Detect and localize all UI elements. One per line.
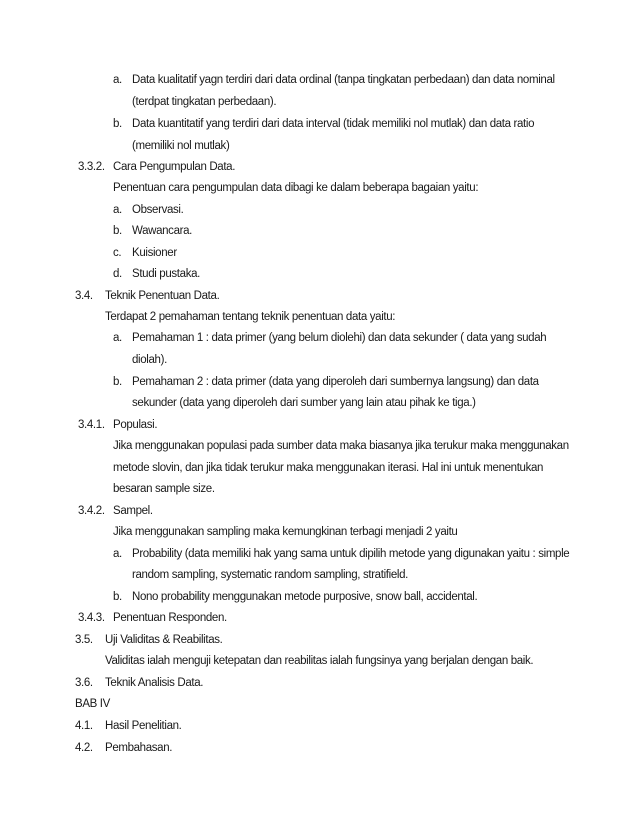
document-line: Nono probability menggunakan metode purposive, snow ball, accidental. — [132, 591, 478, 603]
list-marker: a. — [113, 204, 122, 216]
section-heading: Teknik Analisis Data. — [105, 677, 204, 689]
document-line: diolah). — [132, 354, 167, 366]
section-heading: Teknik Penentuan Data. — [105, 290, 220, 302]
document-line: Data kuantitatif yang terdiri dari data interval (tidak memiliki nol mutlak) dan data ratio — [132, 118, 535, 130]
document-line: (memiliki nol mutlak) — [132, 140, 230, 152]
section-number: 3.6. — [75, 677, 93, 689]
section-heading: Populasi. — [113, 419, 158, 431]
document-line: besaran sample size. — [113, 483, 215, 495]
section-number: 3.5. — [75, 634, 93, 646]
document-line: Jika menggunakan sampling maka kemungkinan terbagi menjadi 2 yaitu — [113, 526, 458, 538]
list-marker: a. — [113, 548, 122, 560]
list-marker: b. — [113, 376, 122, 388]
chapter-heading: BAB IV — [75, 698, 110, 710]
document-line: Observasi. — [132, 204, 184, 216]
document-line: sekunder (data yang diperoleh dari sumber yang lain atau pihak ke tiga.) — [132, 397, 476, 409]
document-line: Penentuan cara pengumpulan data dibagi ke dalam beberapa bagaian yaitu: — [113, 182, 479, 194]
document-line: Jika menggunakan populasi pada sumber data maka biasanya jika terukur maka menggunakan — [113, 440, 569, 452]
document-line: Pemahaman 2 : data primer (data yang diperoleh dari sumbernya langsung) dan data — [132, 376, 539, 388]
document-line: Probability (data memiliki hak yang sama untuk dipilih metode yang digunakan yaitu : simple — [132, 548, 570, 560]
document-line: Kuisioner — [132, 247, 177, 259]
document-line: Pemahaman 1 : data primer (yang belum diolehi) dan data sekunder ( data yang sudah — [132, 332, 547, 344]
list-marker: c. — [113, 247, 122, 259]
document-line: Validitas ialah menguji ketepatan dan reabilitas ialah fungsinya yang berjalan dengan baik. — [105, 655, 534, 667]
list-marker: d. — [113, 268, 122, 280]
section-number: 3.4. — [75, 290, 93, 302]
document-line: random sampling, systematic random sampling, stratifield. — [132, 569, 408, 581]
section-number: 3.3.2. — [78, 161, 105, 173]
section-heading: Sampel. — [113, 505, 153, 517]
section-heading: Uji Validitas & Reabilitas. — [105, 634, 223, 646]
section-number: 3.4.3. — [78, 612, 105, 624]
section-heading: Pembahasan. — [105, 742, 173, 754]
section-heading: Penentuan Responden. — [113, 612, 227, 624]
section-number: 4.2. — [75, 742, 93, 754]
section-heading: Cara Pengumpulan Data. — [113, 161, 236, 173]
list-marker: b. — [113, 118, 122, 130]
document-line: metode slovin, dan jika tidak terukur maka menggunakan iterasi. Hal ini untuk menentukan — [113, 462, 544, 474]
list-marker: b. — [113, 225, 122, 237]
document-line: Data kualitatif yagn terdiri dari data ordinal (tanpa tingkatan perbedaan) dan data nominal — [132, 74, 555, 86]
section-number: 3.4.1. — [78, 419, 105, 431]
section-number: 3.4.2. — [78, 505, 105, 517]
document-line: Terdapat 2 pemahaman tentang teknik penentuan data yaitu: — [105, 311, 396, 323]
document-line: Wawancara. — [132, 225, 192, 237]
document-line: (terdpat tingkatan perbedaan). — [132, 96, 277, 108]
section-number: 4.1. — [75, 720, 93, 732]
document-line: Studi pustaka. — [132, 268, 200, 280]
list-marker: a. — [113, 332, 122, 344]
list-marker: b. — [113, 591, 122, 603]
list-marker: a. — [113, 74, 122, 86]
section-heading: Hasil Penelitian. — [105, 720, 182, 732]
